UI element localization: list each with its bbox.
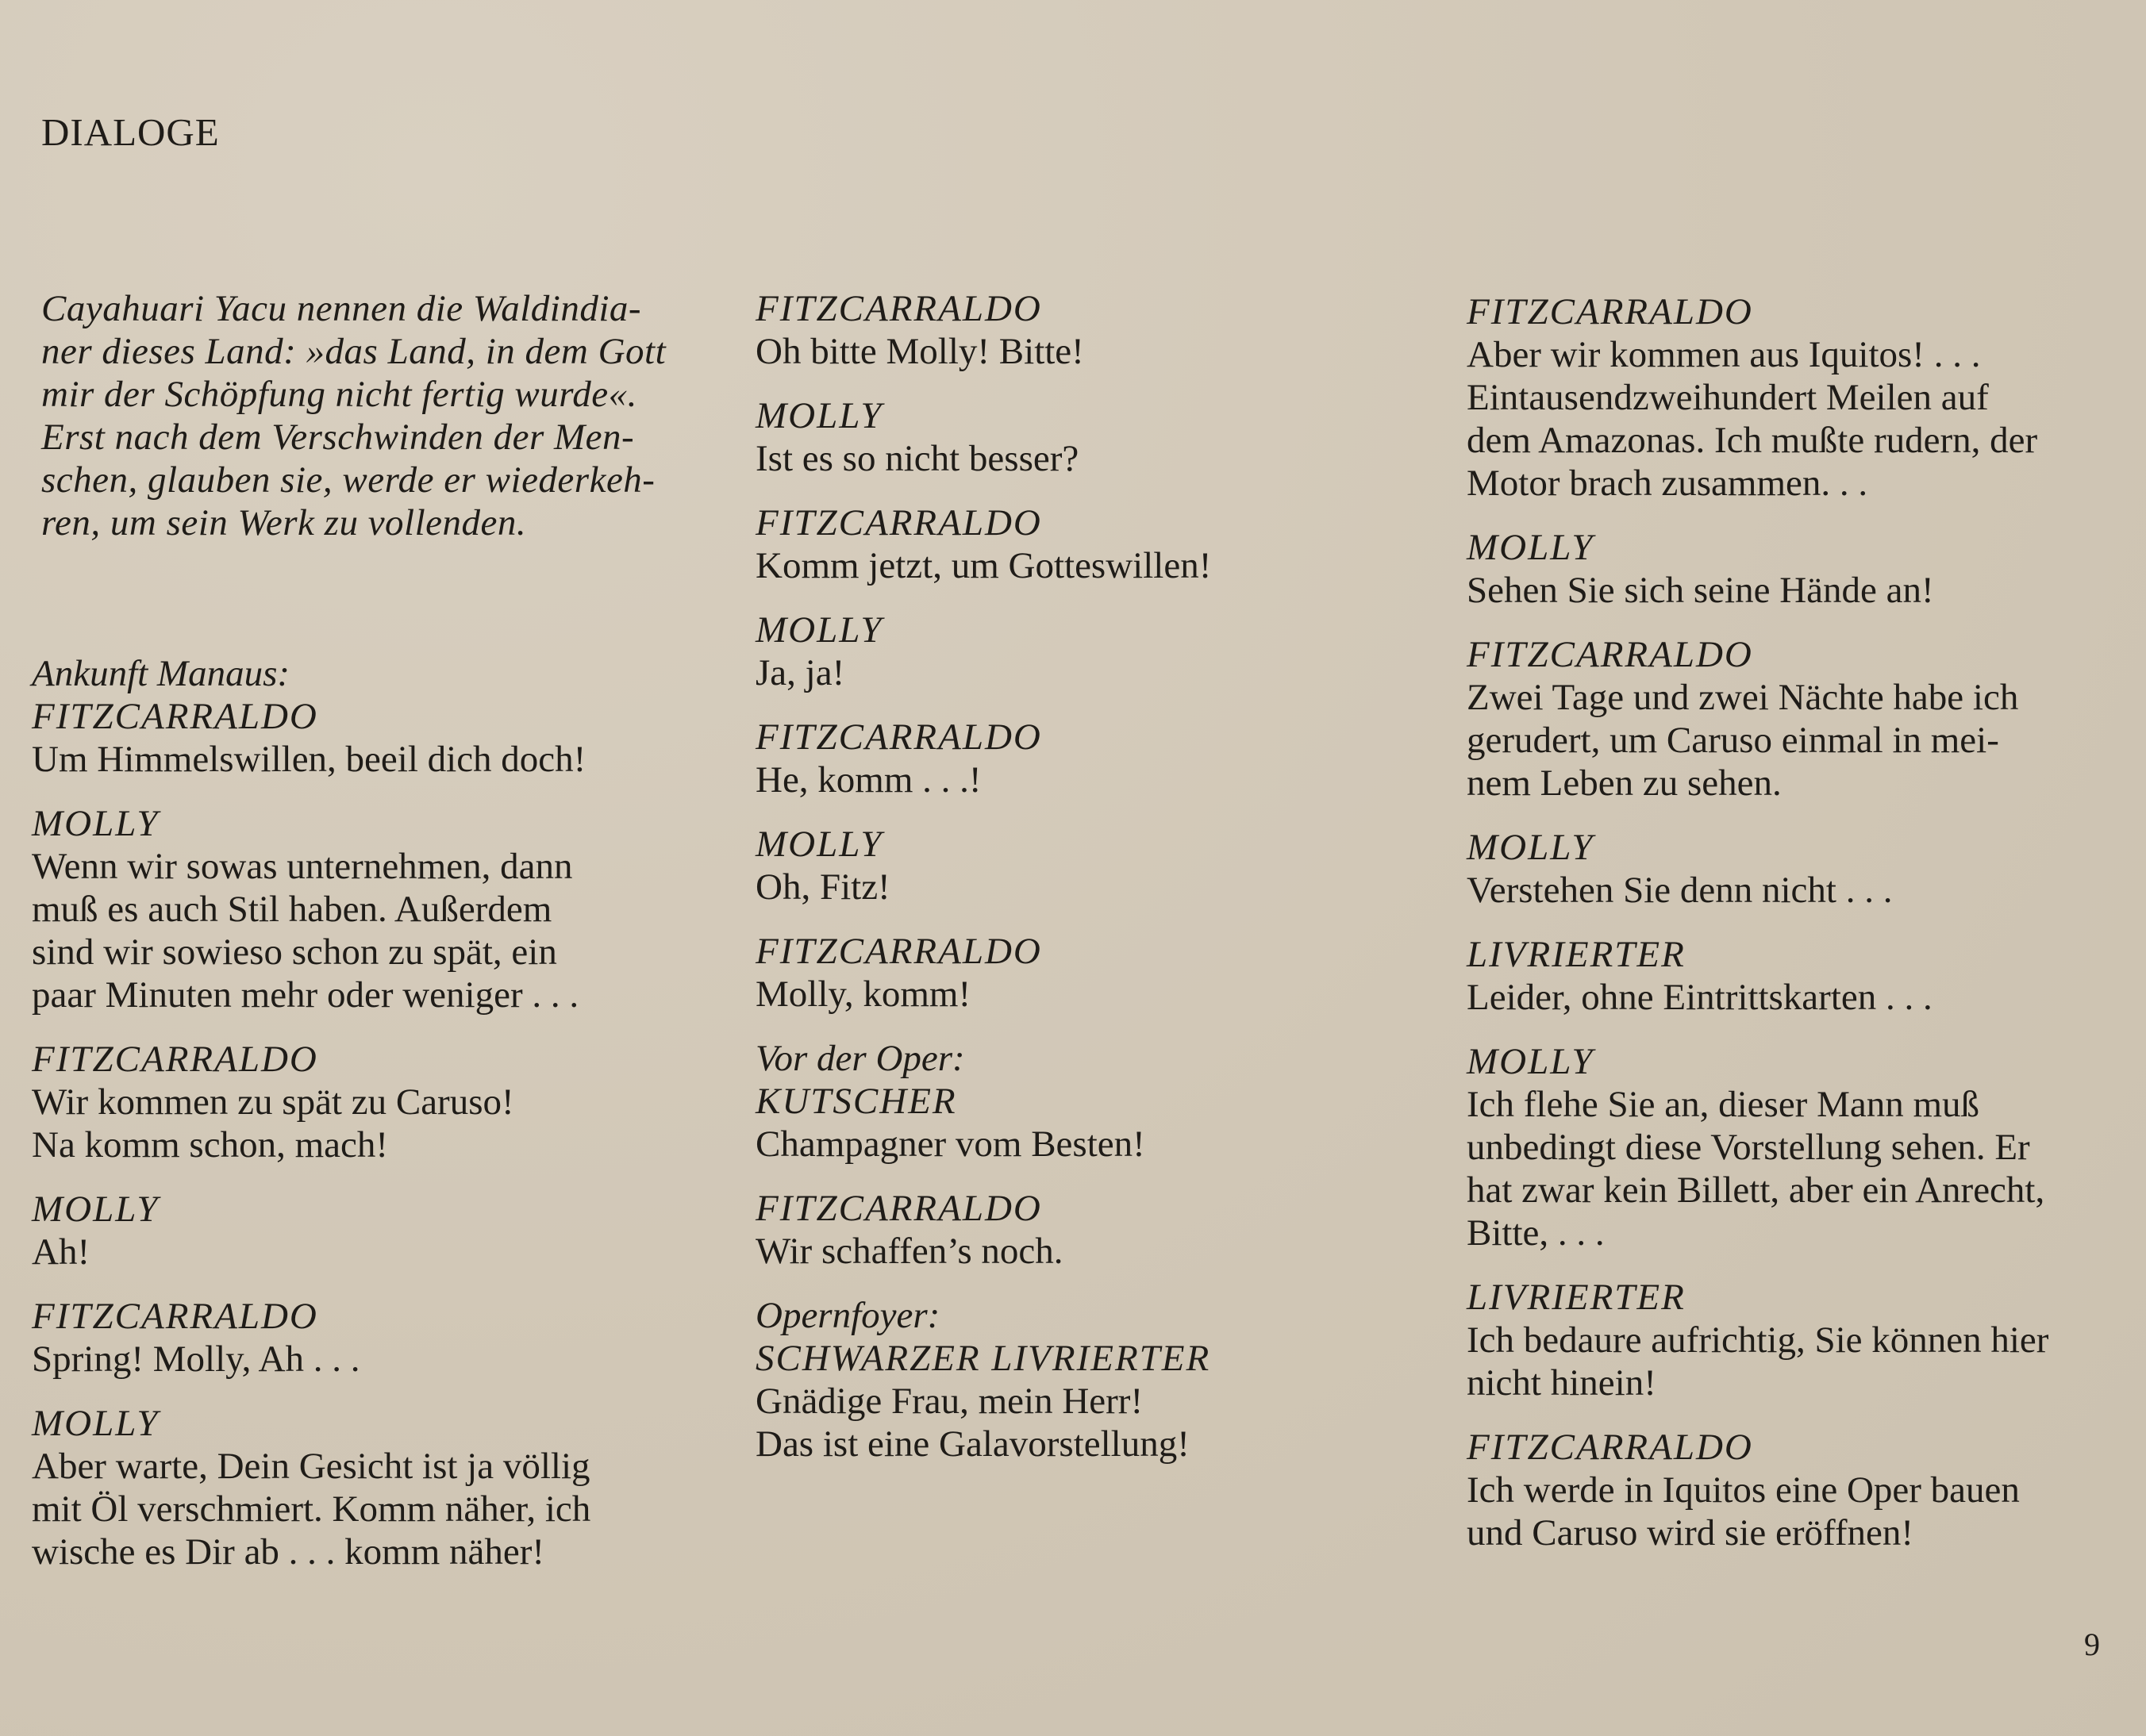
scene-heading: Vor der Oper:: [756, 1038, 965, 1079]
dialogue-line: Oh, Fitz!: [756, 866, 890, 908]
speaker-name: FITZCARRALDO: [1467, 291, 1753, 332]
intro-line: ner dieses Land: »das Land, in dem Gott: [41, 331, 667, 372]
speaker-name: LIVRIERTER: [1467, 1277, 1686, 1318]
intro-line: Cayahuari Yacu nennen die Waldindia-: [41, 288, 642, 329]
speaker-name: LIVRIERTER: [1467, 934, 1686, 975]
speaker-name: FITZCARRALDO: [756, 1188, 1042, 1229]
dialogue-line: Na komm schon, mach!: [32, 1124, 389, 1166]
column-2: [756, 287, 1470, 1487]
scene-heading: Opernfoyer:: [756, 1295, 940, 1336]
speaker-name: MOLLY: [32, 803, 160, 844]
speaker-name: FITZCARRALDO: [32, 1039, 318, 1080]
dialogue-line: nicht hinein!: [1467, 1362, 1656, 1404]
dialogue-block: [756, 1037, 1470, 1166]
intro-line: ren, um sein Werk zu vollenden.: [41, 502, 527, 543]
dialogue-line: mit Öl verschmiert. Komm näher, ich: [32, 1488, 591, 1530]
dialogue-blocks-3: [1467, 290, 2117, 1554]
dialogue-block: [756, 1187, 1470, 1273]
intro-line: mir der Schöpfung nicht fertig wurde«.: [41, 374, 637, 415]
dialogue-line: Eintausendzweihundert Meilen auf: [1467, 377, 1989, 418]
dialogue-block: [756, 609, 1470, 694]
scene-heading: Ankunft Manaus:: [32, 653, 290, 694]
dialogue-line: Ich bedaure aufrichtig, Sie können hier: [1467, 1319, 2049, 1361]
dialogue-line: Ah!: [32, 1231, 90, 1273]
dialogue-block: [1467, 526, 2117, 612]
dialogue-line: Molly, komm!: [756, 974, 971, 1015]
dialogue-block: [32, 802, 683, 1016]
dialogue-block: [756, 716, 1470, 801]
speaker-name: MOLLY: [1467, 827, 1594, 868]
dialogue-line: Das ist eine Galavorstellung!: [756, 1423, 1190, 1465]
speaker-name: SCHWARZER LIVRIERTER: [756, 1338, 1211, 1379]
dialogue-block: [32, 1038, 683, 1166]
column-3: [1467, 290, 2117, 1576]
dialogue-line: Verstehen Sie denn nicht . . .: [1467, 870, 1893, 911]
speaker-name: FITZCARRALDO: [756, 502, 1042, 543]
speaker-name: MOLLY: [1467, 527, 1594, 568]
dialogue-line: Spring! Molly, Ah . . .: [32, 1338, 360, 1380]
speaker-name: MOLLY: [756, 395, 883, 436]
column-1: [32, 287, 683, 1595]
dialogue-line: Champagner vom Besten!: [756, 1123, 1145, 1165]
speaker-name: FITZCARRALDO: [1467, 634, 1753, 675]
dialogue-line: He, komm . . .!: [756, 759, 982, 801]
dialogue-line: Um Himmelswillen, beeil dich doch!: [32, 739, 586, 780]
speaker-name: FITZCARRALDO: [756, 716, 1042, 758]
dialogue-block: [1467, 1276, 2117, 1404]
dialogue-block: [1467, 1040, 2117, 1254]
dialogue-block: [1467, 826, 2117, 912]
dialogue-block: [32, 1402, 683, 1573]
dialogue-line: Wir kommen zu spät zu Caruso!: [32, 1081, 514, 1123]
intro-line: Erst nach dem Verschwinden der Men-: [41, 417, 635, 458]
dialogue-blocks-1: [32, 652, 683, 1573]
speaker-name: MOLLY: [32, 1189, 160, 1230]
dialogue-block: [756, 501, 1470, 587]
dialogue-line: Wenn wir sowas unternehmen, dann: [32, 846, 573, 887]
dialogue-line: Ist es so nicht besser?: [756, 438, 1079, 479]
dialogue-line: Ich werde in Iquitos eine Oper bauen: [1467, 1469, 2020, 1511]
speaker-name: FITZCARRALDO: [1467, 1427, 1753, 1468]
speaker-name: MOLLY: [32, 1403, 160, 1444]
speaker-name: FITZCARRALDO: [32, 696, 318, 737]
dialogue-block: [756, 1294, 1470, 1465]
dialogue-line: und Caruso wird sie eröffnen!: [1467, 1512, 1913, 1554]
dialogue-line: Oh bitte Molly! Bitte!: [756, 331, 1084, 372]
dialogue-line: Gnädige Frau, mein Herr!: [756, 1381, 1144, 1422]
dialogue-block: [756, 394, 1470, 480]
dialogue-line: hat zwar kein Billett, aber ein Anrecht,: [1467, 1169, 2045, 1211]
speaker-name: MOLLY: [756, 824, 883, 865]
intro-line: schen, glauben sie, werde er wiederkeh-: [41, 459, 656, 501]
dialogue-block: [756, 823, 1470, 908]
dialogue-line: paar Minuten mehr oder weniger . . .: [32, 974, 579, 1016]
dialogue-block: [32, 652, 683, 781]
dialogue-line: Bitte, . . .: [1467, 1212, 1605, 1254]
dialogue-line: Ja, ja!: [756, 652, 845, 693]
dialogue-line: Motor brach zusammen. . .: [1467, 463, 1868, 504]
dialogue-block: [1467, 1426, 2117, 1554]
speaker-name: MOLLY: [1467, 1041, 1594, 1082]
dialogue-line: Komm jetzt, um Gotteswillen!: [756, 545, 1212, 586]
dialogue-line: Aber warte, Dein Gesicht ist ja völlig: [32, 1446, 590, 1487]
dialogue-block: [32, 1188, 683, 1273]
dialogue-line: Zwei Tage und zwei Nächte habe ich: [1467, 677, 2019, 718]
dialogue-block: [32, 1295, 683, 1381]
dialogue-line: Wir schaffen’s noch.: [756, 1231, 1063, 1272]
speaker-name: FITZCARRALDO: [756, 931, 1042, 972]
dialogue-block: [1467, 633, 2117, 805]
speaker-name: KUTSCHER: [756, 1081, 957, 1122]
dialogue-block: [756, 930, 1470, 1016]
dialogue-line: Sehen Sie sich seine Hände an!: [1467, 570, 1934, 611]
dialogue-line: gerudert, um Caruso einmal in mei-: [1467, 720, 1999, 761]
page-number: 9: [2084, 1627, 2100, 1662]
dialogue-block: [1467, 933, 2117, 1019]
speaker-name: FITZCARRALDO: [756, 288, 1042, 329]
speaker-name: FITZCARRALDO: [32, 1296, 318, 1337]
dialogue-blocks-2: [756, 287, 1470, 1465]
intro-paragraph: [41, 287, 676, 544]
dialogue-line: dem Amazonas. Ich mußte rudern, der: [1467, 420, 2038, 461]
dialogue-line: sind wir sowieso schon zu spät, ein: [32, 931, 557, 973]
dialogue-line: Ich flehe Sie an, dieser Mann muß: [1467, 1084, 1980, 1125]
dialogue-line: Aber wir kommen aus Iquitos! . . .: [1467, 334, 1981, 375]
dialogue-line: wische es Dir ab . . . komm näher!: [32, 1531, 545, 1573]
dialogue-line: unbedingt diese Vorstellung sehen. Er: [1467, 1127, 2030, 1168]
dialogue-line: Leider, ohne Eintrittskarten . . .: [1467, 977, 1933, 1018]
dialogue-block: [756, 287, 1470, 373]
speaker-name: MOLLY: [756, 609, 883, 651]
page-heading: DIALOGE: [41, 110, 220, 154]
dialogue-line: nem Leben zu sehen.: [1467, 762, 1782, 804]
dialogue-block: [1467, 290, 2117, 505]
dialogue-line: muß es auch Stil haben. Außerdem: [32, 889, 552, 930]
